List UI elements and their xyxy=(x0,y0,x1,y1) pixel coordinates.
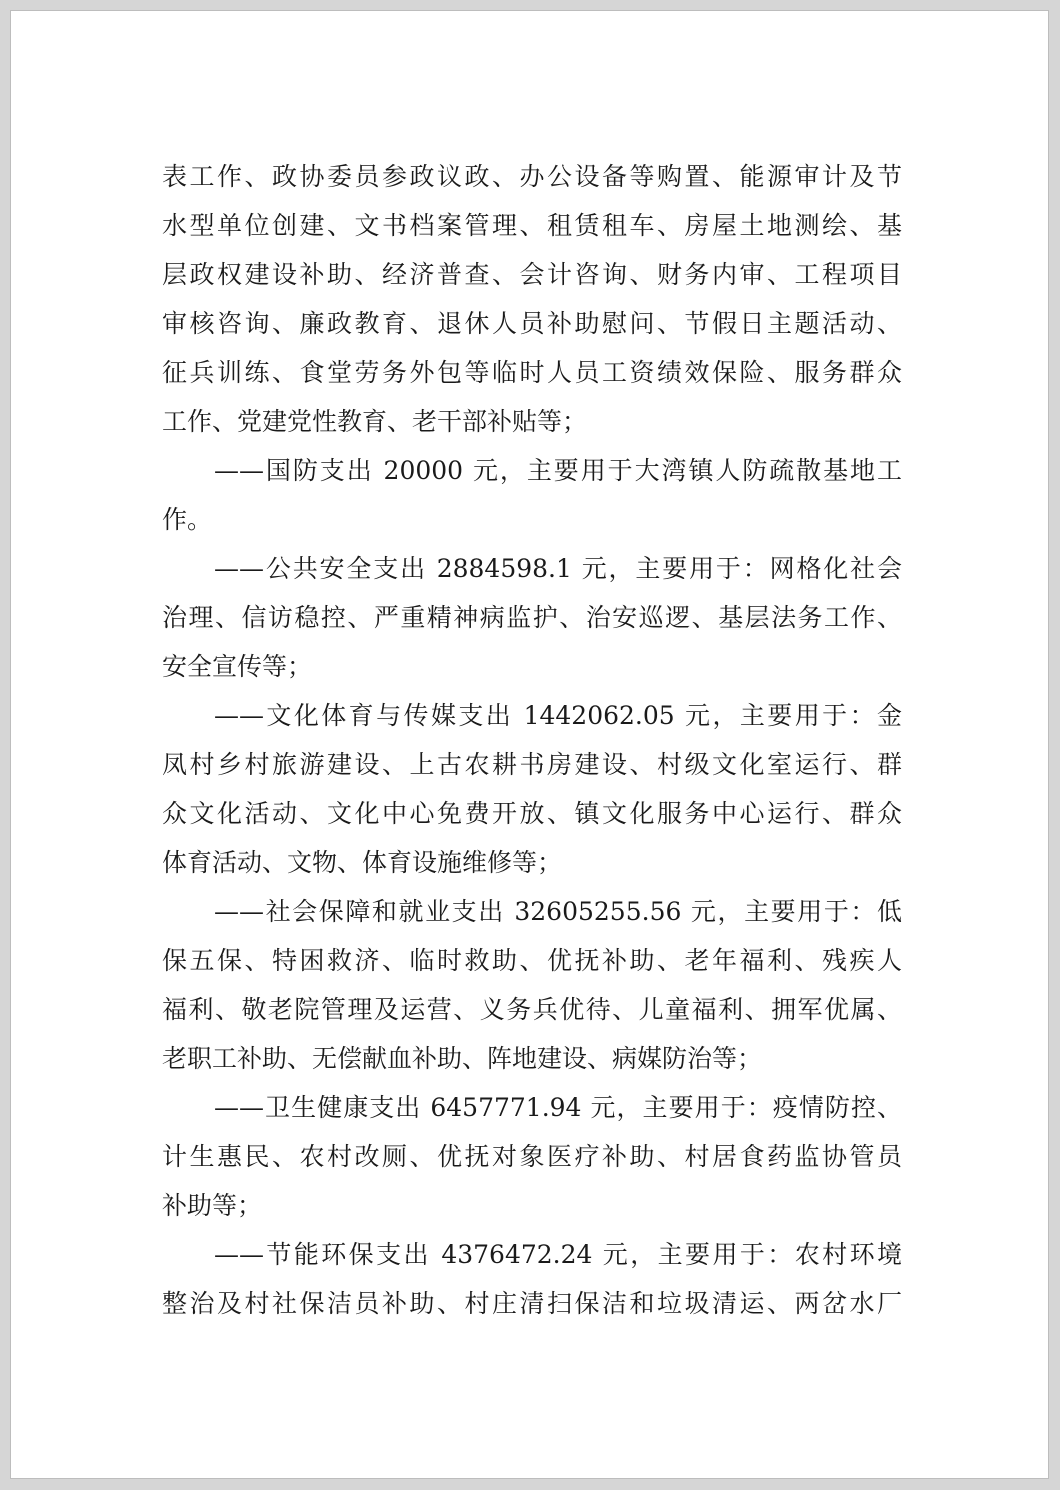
text-line: ——卫生健康支出 6457771.94 元，主要用于：疫情防控、 xyxy=(214,1093,902,1122)
text-line: 治理、信访稳控、严重精神病监护、治安巡逻、基层法务工作、 xyxy=(162,603,902,632)
text-line: 层政权建设补助、经济普查、会计咨询、财务内审、工程项目 xyxy=(162,260,902,289)
text-line: 整治及村社保洁员补助、村庄清扫保洁和垃圾清运、两岔水厂 xyxy=(162,1289,902,1318)
text-line: ——社会保障和就业支出 32605255.56 元，主要用于：低 xyxy=(214,897,902,926)
text-line: 审核咨询、廉政教育、退休人员补助慰问、节假日主题活动、 xyxy=(162,309,902,338)
text-line: 凤村乡村旅游建设、上古农耕书房建设、村级文化室运行、群 xyxy=(162,750,902,779)
text-line: 安全宣传等； xyxy=(162,652,313,681)
text-line: 众文化活动、文化中心免费开放、镇文化服务中心运行、群众 xyxy=(162,799,902,828)
document-page xyxy=(10,10,1049,1479)
text-line: 体育活动、文物、体育设施维修等； xyxy=(162,848,563,877)
text-line: ——节能环保支出 4376472.24 元，主要用于：农村环境 xyxy=(214,1240,902,1269)
text-line: 计生惠民、农村改厕、优抚对象医疗补助、村居食药监协管员 xyxy=(162,1142,902,1171)
text-line: 福利、敬老院管理及运营、义务兵优待、儿童福利、拥军优属、 xyxy=(162,995,902,1024)
text-line: 工作、党建党性教育、老干部补贴等； xyxy=(162,407,588,436)
text-line: 保五保、特困救济、临时救助、优抚补助、老年福利、残疾人 xyxy=(162,946,902,975)
text-line: 作。 xyxy=(162,505,213,534)
text-line: 表工作、政协委员参政议政、办公设备等购置、能源审计及节 xyxy=(162,162,902,191)
text-line: ——国防支出 20000 元，主要用于大湾镇人防疏散基地工 xyxy=(214,456,902,485)
text-line: 老职工补助、无偿献血补助、阵地建设、病媒防治等； xyxy=(162,1044,763,1073)
text-line: ——文化体育与传媒支出 1442062.05 元，主要用于：金 xyxy=(214,701,902,730)
text-line: 水型单位创建、文书档案管理、租赁租车、房屋土地测绘、基 xyxy=(162,211,902,240)
text-line: 补助等； xyxy=(162,1191,263,1220)
text-line: ——公共安全支出 2884598.1 元，主要用于：网格化社会 xyxy=(214,554,902,583)
text-line: 征兵训练、食堂劳务外包等临时人员工资绩效保险、服务群众 xyxy=(162,358,902,387)
document-body xyxy=(162,152,902,1328)
